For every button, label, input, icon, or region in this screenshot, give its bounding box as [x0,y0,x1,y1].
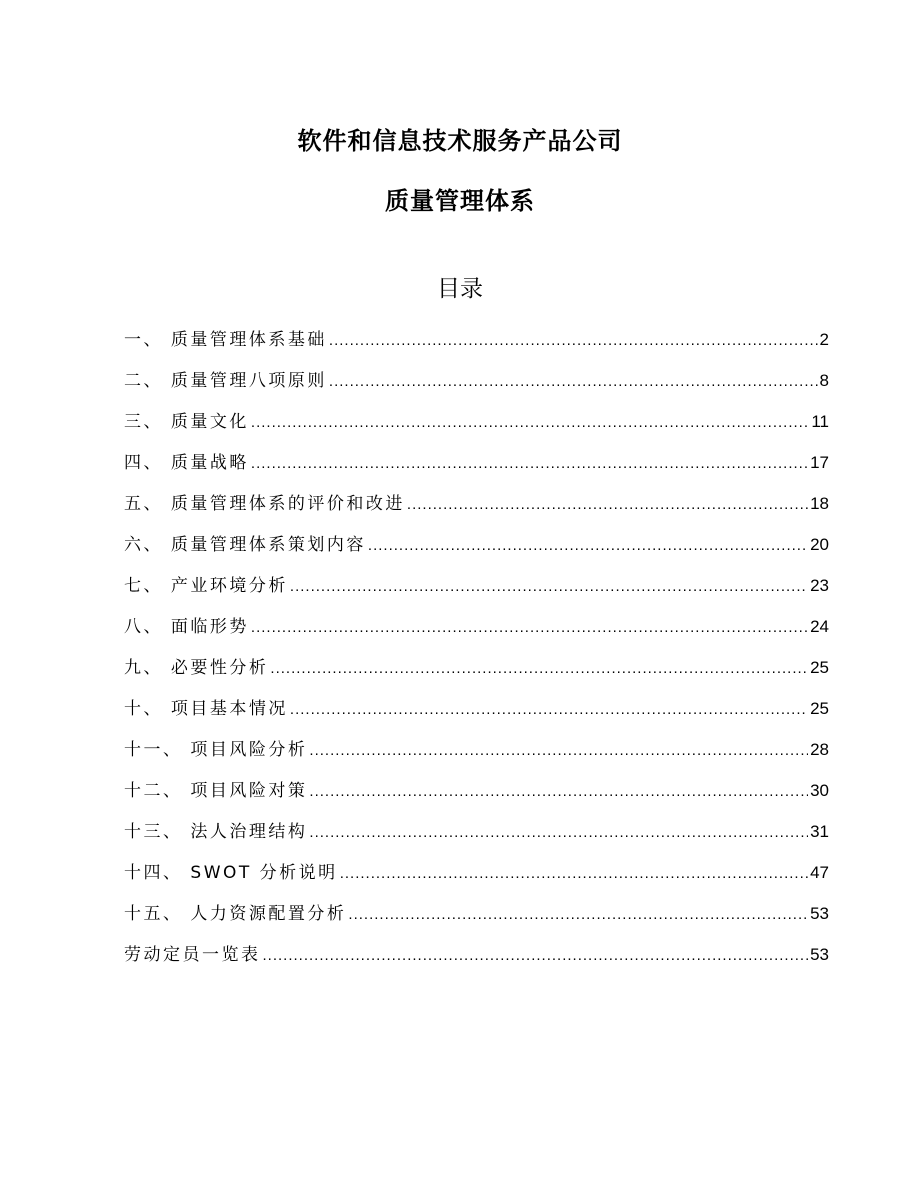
toc-entry-page: 47 [810,863,829,882]
toc-entry[interactable] [124,325,829,366]
toc-entry[interactable] [124,940,829,981]
toc-entry-page: 24 [810,617,829,636]
toc-entry[interactable] [124,407,829,448]
toc-entry[interactable] [124,448,829,489]
toc-dot-leader [309,824,808,841]
toc-entry-page: 31 [810,822,829,841]
toc-entry-label: 十、 项目基本情况 [124,699,288,719]
toc-entry[interactable] [124,489,829,530]
toc-entry[interactable] [124,530,829,571]
toc-entry[interactable] [124,366,829,407]
toc-dot-leader [251,414,809,431]
toc-dot-leader [348,906,808,923]
table-of-contents [124,325,829,981]
toc-dot-leader [270,660,808,677]
toc-dot-leader [407,496,808,513]
toc-entry[interactable] [124,817,829,858]
toc-entry-label: 十一、 项目风险分析 [124,740,308,760]
toc-entry-label: 八、 面临形势 [124,617,249,637]
toc-entry-label: 四、 质量战略 [124,453,249,473]
toc-entry[interactable] [124,776,829,817]
toc-dot-leader [251,619,808,636]
toc-entry-page: 53 [810,904,829,923]
toc-entry-label: 七、 产业环境分析 [124,576,288,596]
toc-entry-page: 17 [810,453,829,472]
toc-dot-leader [368,537,808,554]
toc-entry-label: 十五、 人力资源配置分析 [124,904,347,924]
toc-entry-page: 30 [810,781,829,800]
toc-entry-page: 28 [810,740,829,759]
toc-dot-leader [263,947,809,964]
toc-entry[interactable] [124,612,829,653]
toc-entry-label: 六、 质量管理体系策划内容 [124,535,366,555]
toc-entry[interactable] [124,858,829,899]
toc-dot-leader [309,783,808,800]
toc-entry[interactable] [124,571,829,612]
toc-entry-label: 五、 质量管理体系的评价和改进 [124,494,405,514]
toc-entry-label: 十三、 法人治理结构 [124,822,308,842]
toc-entry-page: 23 [810,576,829,595]
toc-entry-page: 8 [819,371,829,390]
toc-dot-leader [290,701,808,718]
toc-entry[interactable] [124,653,829,694]
toc-entry-label: 二、 质量管理八项原则 [124,371,327,391]
toc-entry-page: 20 [810,535,829,554]
toc-entry-label: 十二、 项目风险对策 [124,781,308,801]
toc-entry-page: 18 [810,494,829,513]
toc-entry[interactable] [124,899,829,940]
toc-entry-page: 25 [810,699,829,718]
toc-entry-page: 25 [810,658,829,677]
toc-entry-label: 十四、 SWOT 分析说明 [124,863,338,883]
toc-entry[interactable] [124,694,829,735]
toc-entry-page: 2 [819,330,829,349]
toc-dot-leader [309,742,808,759]
toc-entry-page: 53 [810,945,829,964]
toc-entry-label: 劳动定员一览表 [124,945,261,965]
toc-dot-leader [329,373,818,390]
document-title: 软件和信息技术服务产品公司 [297,127,623,155]
toc-entry-label: 一、 质量管理体系基础 [124,330,327,350]
toc-dot-leader [340,865,808,882]
toc-dot-leader [251,455,808,472]
toc-entry[interactable] [124,735,829,776]
toc-entry-label: 九、 必要性分析 [124,658,269,678]
toc-dot-leader [290,578,808,595]
toc-dot-leader [329,332,818,349]
toc-entry-label: 三、 质量文化 [124,412,249,432]
toc-heading: 目录 [437,276,483,302]
document-subtitle: 质量管理体系 [385,187,535,215]
toc-entry-page: 11 [811,412,829,431]
